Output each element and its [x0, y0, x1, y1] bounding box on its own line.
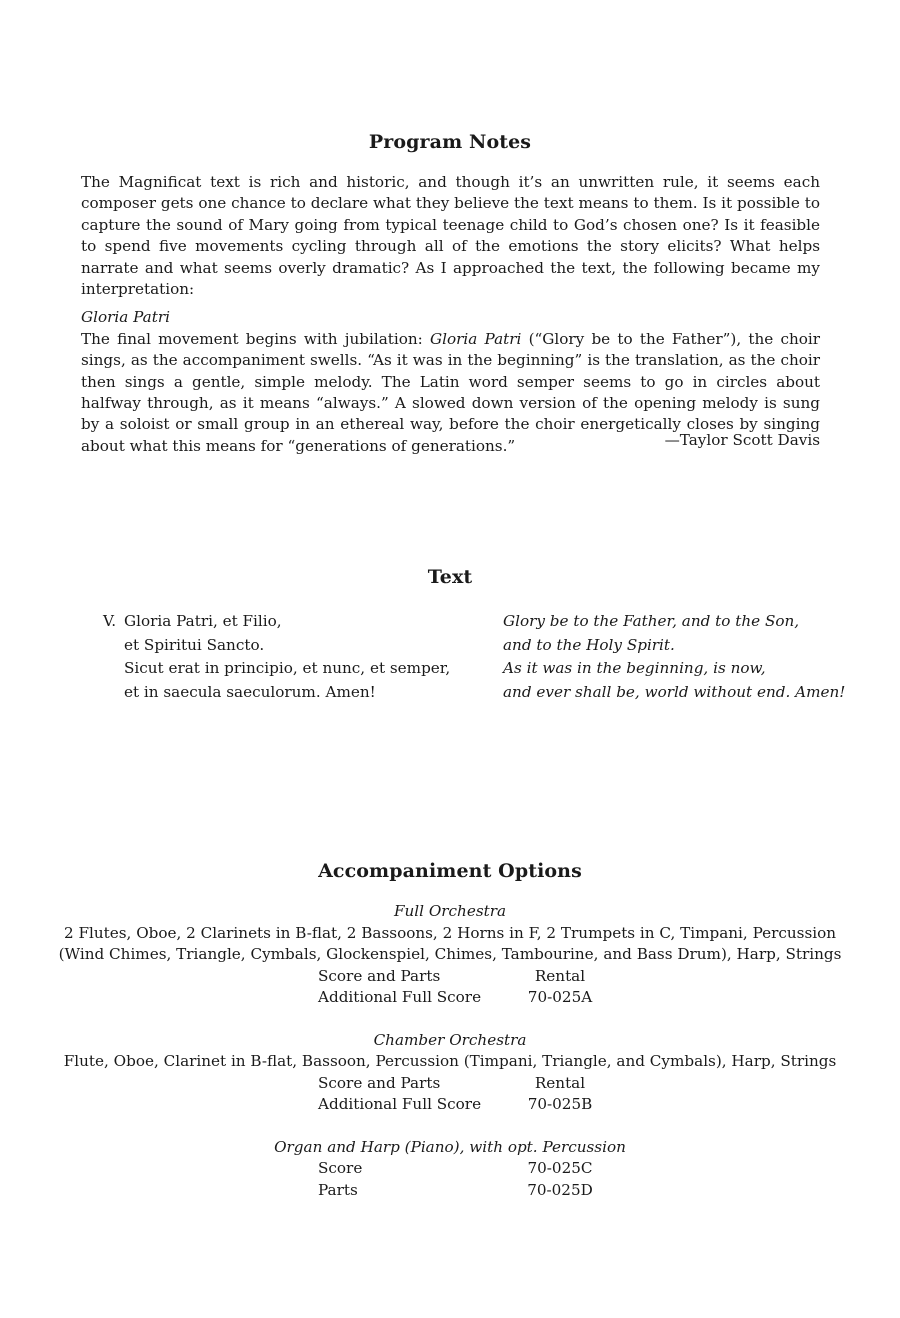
accompaniment-title: Accompaniment Options: [318, 860, 582, 882]
text-section-title: Text: [427, 566, 473, 588]
movement-numeral: V.: [103, 612, 117, 630]
catalog-row: [0, 1094, 900, 1116]
english-translation: [503, 610, 845, 704]
catalog-value: 70-025A: [527, 988, 593, 1006]
instrumentation-line: (Wind Chimes, Triangle, Cymbals, Glockenspiel, Chimes, Tambourine, and Bass Drum), Harp, Strings: [58, 945, 842, 963]
english-line: and ever shall be, world without end. Amen!: [503, 682, 846, 701]
catalog-label: Score: [318, 1159, 363, 1177]
movement-description-italic: Gloria Patri: [430, 329, 522, 348]
latin-line: et Spiritui Sancto.: [124, 635, 265, 654]
catalog-value: 70-025D: [527, 1180, 593, 1199]
ensemble-name: Chamber Orchestra: [373, 1030, 527, 1049]
catalog-row: [0, 1073, 900, 1095]
movement-description-start: The final movement begins with jubilation:: [81, 329, 431, 348]
accompaniment-options: [0, 901, 900, 1222]
latin-line: Sicut erat in principio, et nunc, et semper,: [124, 659, 451, 677]
latin-text: [103, 610, 450, 704]
movement-description-rest: (“Glory be to the Father”), the choir sings, as the accompaniment swells. “As it was in the beginning” is the translation, as the choir then sings a gentle, simple melody. The Latin word semper seems to go in circles about halfway through, as it means “always.” A slowed down version of the opening melody is sung by a soloist or small group in an ethereal way, before the choir energetically closes by singing about what this means for “generations of generations.”: [81, 329, 821, 455]
catalog-label: Score and Parts: [318, 966, 441, 985]
program-notes-body: [81, 172, 820, 457]
instrumentation-line: Flute, Oboe, Clarinet in B-flat, Bassoon, Percussion (Timpani, Triangle, and Cymbals), Harp, Strings: [63, 1052, 837, 1070]
latin-line: et in saecula saeculorum. Amen!: [124, 682, 376, 701]
instrumentation-line: 2 Flutes, Oboe, 2 Clarinets in B-flat, 2 Bassoons, 2 Horns in F, 2 Trumpets in C, Timpani, Percussion: [63, 923, 837, 942]
catalog-label: Parts: [318, 1180, 358, 1199]
ensemble-name: Full Orchestra: [393, 902, 507, 920]
ensemble-name: Organ and Harp (Piano), with opt. Percussion: [274, 1137, 626, 1156]
catalog-value: Rental: [534, 966, 586, 985]
english-line: As it was in the beginning, is now,: [503, 659, 766, 677]
movement-heading: Gloria Patri: [81, 308, 170, 327]
latin-line-text: Gloria Patri, et Filio,: [124, 612, 282, 630]
chamber-orchestra-group: [0, 1030, 900, 1116]
organ-harp-group: [0, 1137, 900, 1202]
catalog-value: Rental: [534, 1073, 586, 1092]
catalog-value: 70-025B: [527, 1095, 593, 1113]
catalog-row: [0, 1180, 900, 1202]
catalog-row: [0, 1158, 900, 1180]
catalog-label: Additional Full Score: [318, 988, 482, 1006]
catalog-value: 70-025C: [527, 1159, 593, 1177]
full-orchestra-group: [0, 901, 900, 1009]
catalog-row: [0, 987, 900, 1009]
catalog-label: Additional Full Score: [318, 1095, 482, 1113]
catalog-label: Score and Parts: [318, 1073, 441, 1092]
english-line: Glory be to the Father, and to the Son,: [503, 612, 800, 630]
english-line: and to the Holy Spirit.: [503, 635, 675, 654]
program-notes-intro: The Magnificat text is rich and historic, and though it’s an unwritten rule, it seems each composer gets one chance to declare what they believe the text means to them. Is it possible to capture the sound of Mary going from typical teenage child to God’s chosen one? Is it feasible to spend five movements cycling through all of the emotions the story elicits? What helps narrate and what seems overly dramatic? As I approached the text, the following became my interpretation:: [81, 173, 820, 299]
program-notes-title: Program Notes: [368, 131, 532, 153]
catalog-row: [0, 966, 900, 988]
author-signature: —Taylor Scott Davis: [664, 431, 820, 449]
latin-line: [103, 610, 450, 634]
